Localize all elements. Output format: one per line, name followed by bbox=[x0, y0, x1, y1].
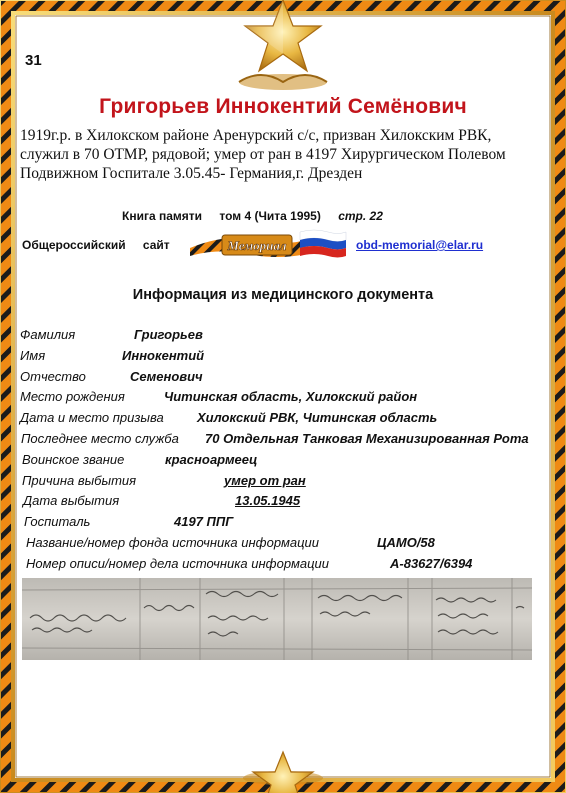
page-number: 31 bbox=[25, 52, 42, 69]
field-value: Читинская область, Хилокский район bbox=[164, 389, 418, 404]
field-label: Название/номер фонда источника информации bbox=[26, 535, 320, 550]
field-reason bbox=[22, 473, 306, 488]
field-label: Номер описи/номер дела источника информации bbox=[26, 556, 329, 571]
field-value: Семенович bbox=[130, 369, 203, 384]
field-label: Имя bbox=[20, 348, 46, 363]
book-volume: том 4 (Чита 1995) bbox=[219, 209, 321, 223]
field-value: 13.05.1945 bbox=[235, 493, 301, 508]
field-value: 70 Отдельная Танковая Механизированная Рота bbox=[205, 431, 529, 446]
field-label: Фамилия bbox=[20, 327, 76, 342]
field-value: красноармеец bbox=[165, 452, 258, 467]
field-value: умер от ран bbox=[224, 473, 306, 488]
field-value: Григорьев bbox=[134, 327, 203, 342]
field-label: Госпиталь bbox=[24, 514, 91, 529]
person-name-title: Григорьев Иннокентий Семёнович bbox=[99, 95, 467, 118]
field-label: Дата выбытия bbox=[23, 493, 120, 508]
field-label: Воинское звание bbox=[22, 452, 125, 467]
field-date bbox=[23, 493, 301, 508]
section-heading: Информация из медицинского документа bbox=[132, 287, 434, 303]
book-of-memory-line bbox=[122, 209, 397, 223]
field-birthplace bbox=[20, 389, 418, 404]
field-first-name bbox=[20, 348, 205, 363]
field-fund bbox=[26, 535, 435, 550]
field-value: Хилокский РВК, Читинская область bbox=[197, 410, 438, 425]
field-rank bbox=[22, 452, 258, 467]
field-conscription bbox=[20, 410, 438, 425]
memorial-logo-text: Мемориал bbox=[227, 238, 287, 253]
field-label: Дата и место призыва bbox=[20, 410, 164, 425]
field-hospital bbox=[24, 514, 234, 529]
book-page: стр. 22 bbox=[338, 209, 383, 223]
memorial-email-link[interactable]: obd-memorial@elar.ru bbox=[356, 238, 484, 252]
field-last-service bbox=[21, 431, 529, 446]
bio-paragraph: 1919г.р. в Хилокском районе Аренурский с/с, призван Хилокским РВК, служил в 70 ОТМР, рядовой; умер от ран в 4197 Хирургическом Полевом Подвижном Госпитале 3.05.45- Германия,г. Дрезден bbox=[20, 127, 506, 182]
memorial-logo-icon[interactable] bbox=[188, 226, 348, 262]
field-surname bbox=[20, 327, 203, 342]
book-name: Книга памяти bbox=[122, 209, 203, 223]
field-label: Отчество bbox=[20, 369, 86, 384]
field-value: Иннокентий bbox=[122, 348, 205, 363]
field-label: Последнее место служба bbox=[21, 431, 179, 446]
field-label: Место рождения bbox=[20, 389, 125, 404]
archive-scan-image bbox=[22, 578, 532, 660]
field-label: Причина выбытия bbox=[22, 473, 137, 488]
field-value: А-83627/6394 bbox=[390, 556, 473, 571]
field-patronymic bbox=[20, 369, 203, 384]
site-label: Общероссийский сайт bbox=[22, 238, 170, 252]
russian-flag-icon bbox=[300, 230, 346, 258]
field-value: ЦАМО/58 bbox=[377, 535, 435, 550]
field-value: 4197 ППГ bbox=[174, 514, 234, 529]
field-inventory bbox=[26, 556, 473, 571]
